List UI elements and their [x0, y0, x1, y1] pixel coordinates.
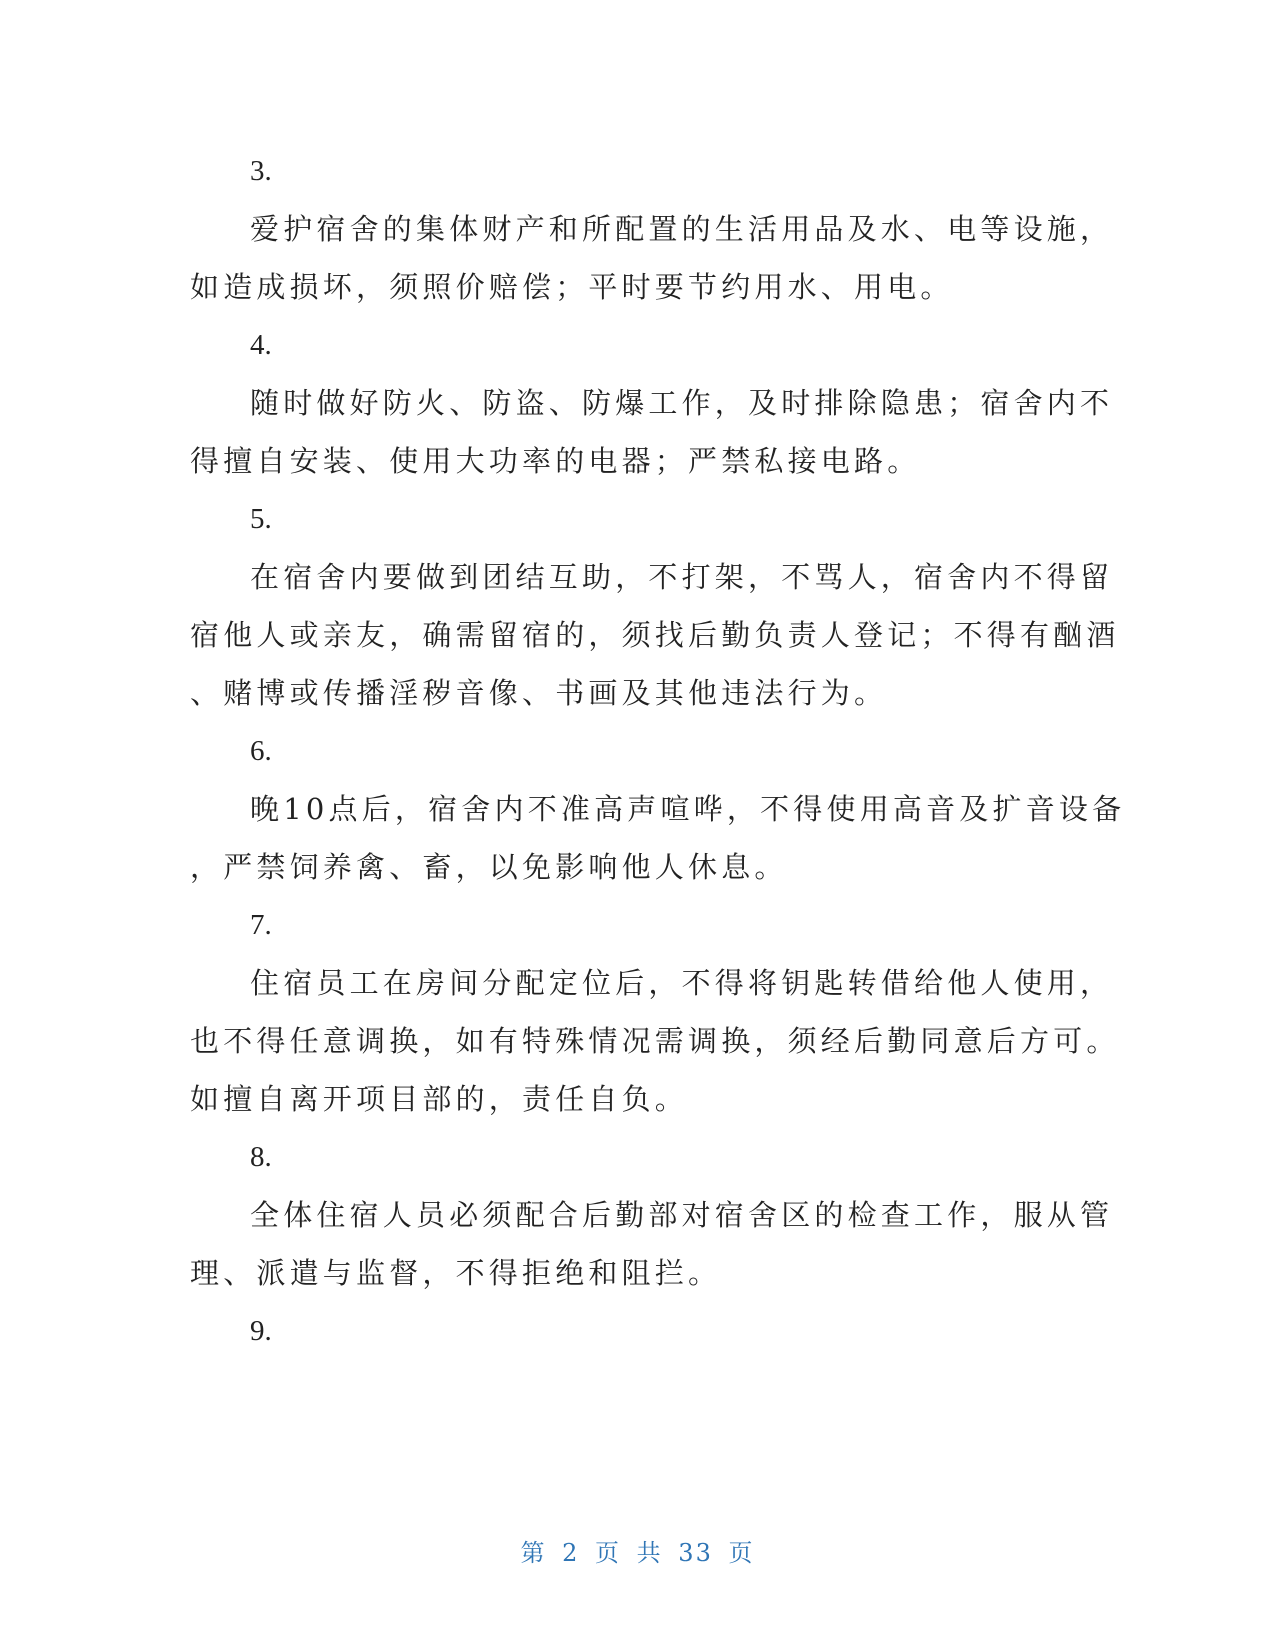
paragraph-line: 随时做好防火、防盗、防爆工作，及时排除隐患；宿舍内不 — [250, 386, 1114, 420]
paragraph-line: 住宿员工在房间分配定位后，不得将钥匙转借给他人使用， — [250, 966, 1114, 1000]
paragraph-line: 宿他人或亲友，确需留宿的，须找后勤负责人登记；不得有酗酒 — [190, 618, 1120, 652]
document-body — [190, 142, 1126, 1360]
paragraph-line: 如造成损坏，须照价赔偿；平时要节约用水、用电。 — [190, 270, 954, 304]
item-number: 5. — [250, 503, 272, 535]
paragraph-line: 得擅自安装、使用大功率的电器；严禁私接电路。 — [190, 444, 921, 478]
paragraph-line: 全体住宿人员必须配合后勤部对宿舍区的检查工作，服从管 — [250, 1198, 1114, 1232]
item-number: 6. — [250, 735, 272, 767]
paragraph-line: ，严禁饲养禽、畜，以免影响他人休息。 — [190, 850, 788, 884]
paragraph-line: 在宿舍内要做到团结互助，不打架，不骂人，宿舍内不得留 — [250, 560, 1114, 594]
item-number: 8. — [250, 1141, 272, 1173]
item-number: 3. — [250, 155, 272, 187]
paragraph-line: 如擅自离开项目部的，责任自负。 — [190, 1082, 689, 1116]
item-number: 7. — [250, 909, 272, 941]
paragraph-line: 理、派遣与监督，不得拒绝和阻拦。 — [190, 1256, 722, 1290]
paragraph-line: 晚10点后，宿舍内不准高声喧哗，不得使用高音及扩音设备 — [250, 792, 1126, 826]
paragraph-line: 、赌博或传播淫秽音像、书画及其他违法行为。 — [190, 676, 888, 710]
paragraph-line: 也不得任意调换，如有特殊情况需调换，须经后勤同意后方可。 — [190, 1024, 1120, 1058]
item-number: 4. — [250, 329, 272, 361]
item-number: 9. — [250, 1315, 272, 1347]
page-number-footer: 第 2 页 共 33 页 — [520, 1539, 755, 1567]
paragraph-line: 爱护宿舍的集体财产和所配置的生活用品及水、电等设施， — [250, 212, 1114, 246]
